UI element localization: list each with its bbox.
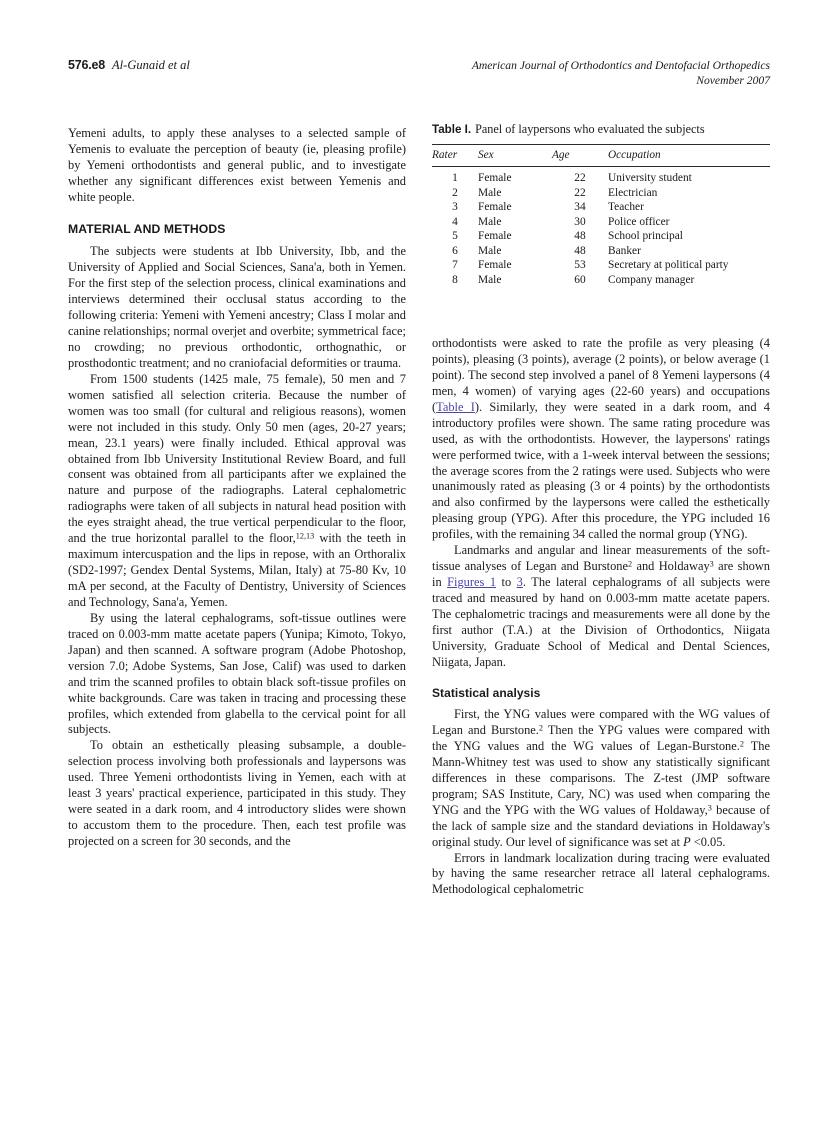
cell-sex: Female xyxy=(478,171,512,184)
cell-rater: 3 xyxy=(452,201,458,214)
section-heading-material-and-methods: MATERIAL AND METHODS xyxy=(68,221,226,236)
cell-occupation: Secretary at political party xyxy=(608,259,729,272)
column-header-age: Age xyxy=(552,144,608,166)
table-row xyxy=(432,258,770,273)
running-head-authors: Al-Gunaid et al xyxy=(112,58,190,72)
link-figures-1[interactable]: Figures 1 xyxy=(447,575,497,590)
cell-sex: Male xyxy=(478,244,502,257)
cell-age: 53 xyxy=(574,259,586,272)
table-1-laypersons-panel xyxy=(432,144,770,287)
table-row xyxy=(432,185,770,200)
cell-occupation: Banker xyxy=(608,244,641,257)
left-column xyxy=(68,126,406,850)
running-head xyxy=(68,58,770,89)
table-1-body xyxy=(432,166,770,287)
reference-marker-2: 2 xyxy=(628,559,633,569)
cell-age: 30 xyxy=(574,215,586,228)
table-1-block xyxy=(432,122,770,287)
paragraph-landmarks-part-b: and Holdaway xyxy=(632,559,710,574)
column-header-sex: Sex xyxy=(478,144,552,166)
cell-age: 22 xyxy=(574,171,586,184)
cell-rater: 1 xyxy=(452,171,458,184)
cell-age: 48 xyxy=(574,244,586,257)
cell-age: 48 xyxy=(574,230,586,243)
cell-sex: Male xyxy=(478,274,502,287)
paragraph-subjects-1: The subjects were students at Ibb University, Ibb, and the University of Applied and Social Sciences, Sana'a, both in Yemen. For the first step of the selection process, clinical examinations and interviews determined their occlusal status according to the following criteria: Yemeni with Yemeni ancestry; Class I molar and canine relationships; normal overjet and overbite; symmetrical face; no crowding; no previous orthodontic, orthognathic, or prosthodontic treatment; and no craniofacial deformities or trauma. xyxy=(68,244,406,370)
paragraph-statistics-part-a: First, the YNG values were compared with the WG values of Legan and Burstone. xyxy=(432,707,770,738)
cell-sex: Female xyxy=(478,230,512,243)
table-row xyxy=(432,273,770,288)
table-1-label: Table I. xyxy=(432,123,472,136)
table-row xyxy=(432,214,770,229)
reference-marker-3: 3 xyxy=(707,803,712,813)
cell-rater: 5 xyxy=(452,230,458,243)
cell-occupation: University student xyxy=(608,171,692,184)
cell-age: 34 xyxy=(574,201,586,214)
cell-sex: Male xyxy=(478,186,502,199)
paragraph-subjects-2-part-b: with the teeth in maximum intercuspation and the lips in repose, with an Orthoralix (SD2-1997; Gendex Dental Systems, Milan, Italy) at 75-80 Kv, 10 mA per second, at the Faculty of Dentistry, University of Sciences and Technology, Sana'a, Yemen. xyxy=(68,531,406,609)
table-row xyxy=(432,166,770,185)
paragraph-landmarks-part-e: . The lateral cephalograms of all subjects were traced and measured by hand on 0.003-mm matte acetate papers. The cephalometric tracings and measurements were all done by the first author (T.A.) at the Division of Orthodontics, Niigata University, Graduate School of Medical and Dental Sciences, Niigata, Japan. xyxy=(432,575,770,669)
paragraph-rating-part-a: orthodontists were asked to rate the profile as very pleasing (4 points), pleasing (3 points), average (2 points), or below average (1 point). The second step involved a panel of 8 Yemeni laypersons (4 men, 4 women) of varying ages (22-60 years) and occupations ( xyxy=(432,336,770,414)
p-value-symbol: P xyxy=(683,834,691,849)
cell-sex: Female xyxy=(478,259,512,272)
table-1-caption xyxy=(432,122,770,137)
cell-occupation: Teacher xyxy=(608,201,644,214)
reference-marker-2: 2 xyxy=(739,739,744,749)
paragraph-rating-procedure xyxy=(432,336,770,543)
cell-sex: Female xyxy=(478,201,512,214)
cell-age: 22 xyxy=(574,186,586,199)
reference-marker-3: 3 xyxy=(709,559,714,569)
cell-rater: 8 xyxy=(452,274,458,287)
paragraph-subsample: To obtain an esthetically pleasing subsample, a double-selection process involving both professionals and laypersons was used. Three Yemeni orthodontists living in Yemen, each with at least 3 years' practical experience, participated in this study. They were seated in a dark room, and 4 introductory slides were shown to accustom them to the procedure. Then, each test profile was projected on a screen for 30 seconds, and the xyxy=(68,738,406,849)
paragraph-statistics-part-c: The Mann-Whitney test was used to show any statistically significant differences in these comparisons. The Z-test (JMP software program; SAS Institute, Cary, NC) was used when comparing the YNG and the YPG with the WG values of Holdaway, xyxy=(432,738,770,817)
cell-rater: 2 xyxy=(452,186,458,199)
paragraph-landmarks-part-c: are shown in xyxy=(432,559,770,590)
paragraph-landmarks-part-a: Landmarks and angular and linear measurements of the soft-tissue analyses of Legan and Burstone xyxy=(432,543,770,574)
cell-rater: 7 xyxy=(452,259,458,272)
cell-rater: 6 xyxy=(452,244,458,257)
link-table-1[interactable]: Table I xyxy=(436,399,475,414)
cell-occupation: School principal xyxy=(608,230,683,243)
table-1-head xyxy=(432,144,770,166)
cell-age: 60 xyxy=(574,274,586,287)
running-head-left xyxy=(68,58,190,73)
paragraph-statistics xyxy=(432,707,770,850)
paragraph-subjects-2 xyxy=(68,372,406,611)
cell-sex: Male xyxy=(478,215,502,228)
page-folio: 576.e8 xyxy=(68,58,106,72)
journal-issue: November 2007 xyxy=(696,74,770,88)
reference-marker-12-13: 12,13 xyxy=(295,531,315,541)
right-column xyxy=(432,336,770,898)
paragraph-rating-part-b: ). Similarly, they were seated in a dark room, and 4 introductory profiles were shown. The same rating procedure was used, as with the orthodontists. However, the laypersons' ratings were performed twice, with a 1-week interval between the sessions; the average scores from the 2 ratings were used. Subjects who were unanimously rated as pleasing (3 or 4 points) by the orthodontists and also confirmed by the laypersons were called the esthetically pleasing group (YPG). After this procedure, the YPG included 16 profiles, with the remaining 34 called the normal group (YNG). xyxy=(432,399,770,542)
cell-rater: 4 xyxy=(452,215,458,228)
paragraph-statistics-part-e: <0.05. xyxy=(690,834,726,849)
column-header-occupation: Occupation xyxy=(608,144,770,166)
table-row xyxy=(432,229,770,244)
paragraph-subjects-2-part-a: From 1500 students (1425 male, 75 female), 50 men and 7 women satisfied all selection criteria. Because the number of women was too small (for cultural and religious reasons), women were not included in this study. Only 50 men (ages, 20-27 years; mean, 23.1 years) were finally included. Ethical approval was obtained from Ibb University Institutional Review Board, and full consent was obtained from all participants after we explained the nature and purpose of the radiographs. Lateral cephalometric radiographs were taken of all subjects in natural head position with the eyes straight ahead, the true vertical perpendicular to the floor, and the true horizontal parallel to the floor, xyxy=(68,371,406,546)
paragraph-errors: Errors in landmark localization during tracing were evaluated by having the same researcher retrace all lateral cephalograms. Methodological cephalometric xyxy=(432,850,770,897)
table-header-row xyxy=(432,144,770,166)
paragraph-statistics-part-d: because of the lack of sample size and the standard deviations in Holdaway's original study. Our level of significance was set at xyxy=(432,802,770,849)
subsection-heading-statistical-analysis: Statistical analysis xyxy=(432,685,541,700)
running-head-right xyxy=(472,58,770,89)
paragraph-landmarks xyxy=(432,543,770,671)
paragraph-tracing: By using the lateral cephalograms, soft-tissue outlines were traced on 0.003-mm matte acetate papers (Yunipa; Kimoto, Tokyo, Japan) and then scanned. A software program (Adobe Photoshop, version 7.0; Adobe Systems, San Jose, Calif) was used to darken and trim the scanned profiles to obtain black soft-tissue profiles on white backgrounds. Care was taken in tracing and processing these profiles, which extended from glabella to the cervical point for all subjects. xyxy=(68,610,406,737)
paragraph-intro-continued: Yemeni adults, to apply these analyses to a selected sample of Yemenis to evaluate the perception of beauty (ie, pleasing profile) by Yemeni orthodontists and general public, and to investigate whether any significant differences exist between Yemenis and white people. xyxy=(68,126,406,204)
reference-marker-2: 2 xyxy=(538,723,543,733)
cell-occupation: Police officer xyxy=(608,215,670,228)
table-row xyxy=(432,244,770,259)
cell-occupation: Electrician xyxy=(608,186,658,199)
link-figure-3[interactable]: 3 xyxy=(516,575,523,590)
table-1-caption-text: Panel of laypersons who evaluated the subjects xyxy=(475,122,705,136)
paragraph-statistics-part-b: Then the YPG values were compared with the YNG values and the WG values of Legan-Burstone. xyxy=(432,723,770,753)
paragraph-landmarks-part-d: to xyxy=(496,575,517,590)
journal-title: American Journal of Orthodontics and Dentofacial Orthopedics xyxy=(471,59,770,72)
table-row xyxy=(432,200,770,215)
column-header-rater: Rater xyxy=(432,144,478,166)
cell-occupation: Company manager xyxy=(608,274,695,287)
